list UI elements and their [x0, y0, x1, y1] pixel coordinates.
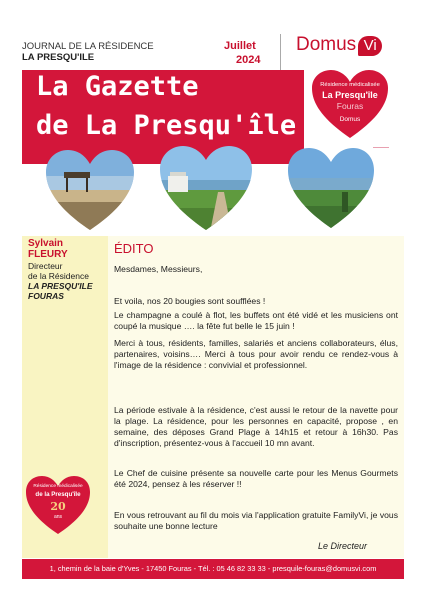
brand-text: Domus [296, 34, 357, 55]
heart-photo-garden [160, 146, 252, 232]
badge-line1: Résidence médicalisée [33, 484, 83, 489]
author-last-name: FLEURY [28, 249, 68, 260]
author-residence [28, 282, 93, 301]
footer-contact: 1, chemin de la baie d'Yves - 17450 Fouras - Tél. : 05 46 82 33 33 - presquile-fouras@domusvi.com [22, 559, 404, 579]
author-res-line2: FOURAS [28, 290, 64, 301]
badge-line2: de la Presqu'île [35, 491, 81, 498]
author-name [28, 238, 68, 260]
gazette-title-line1: La Gazette [36, 71, 199, 102]
edito-title: ÉDITO [114, 241, 154, 256]
gazette-title-line2: de La Presqu'île [36, 110, 297, 141]
edito-paragraph-5: Le Chef de cuisine présente sa nouvelle carte pour les Menus Gourmets été 2024, pensez à les réserver !! [114, 468, 398, 489]
brand-logo [296, 34, 382, 56]
logo-rule [373, 147, 389, 148]
heart-photo-beach [46, 150, 134, 232]
edito-signature: Le Directeur [318, 541, 368, 551]
badge-suffix: ans [53, 514, 63, 520]
journal-label: JOURNAL DE LA RÉSIDENCE [22, 41, 154, 52]
author-role-line2: de la Résidence [28, 270, 89, 281]
heart-photo-bay [288, 148, 374, 230]
badge-number: 20 [50, 500, 66, 513]
edito-greeting: Mesdames, Messieurs, [114, 264, 203, 274]
issue-year: 2024 [236, 54, 261, 66]
logo-line3: Fouras [336, 101, 364, 111]
edito-paragraph-3: Merci à tous, résidents, familles, salariés et anciens collaborateurs, élus, partenaires, voisins…. Merci à tous pour avoir rendu ce rendez-vous à l'image de la résidence : convivial et professionnel. [114, 338, 398, 370]
author-role [28, 262, 89, 281]
edito-paragraph-6: En vous retrouvant au fil du mois via l'application gratuite FamilyVi, je vous souhaite une bonne lecture [114, 510, 398, 531]
header-divider [280, 34, 281, 74]
edito-paragraph-2: Le champagne a coulé à flot, les buffets ont été vidé et les musiciens ont coupé la musique …. la fête fut belle le 15 juin ! [114, 310, 398, 331]
edito-paragraph-1: Et voila, nos 20 bougies sont soufflées ! [114, 296, 266, 306]
issue-month: Juillet [224, 40, 256, 52]
edito-paragraph-4: La période estivale à la résidence, c'est aussi le retour de la navette pour la plage. La résidence, pour les personnes en capacité, propose , en semaine, des déposes Grand Plage à 14h15 et retour à 16h30. Pas d'inscription, présentez-vous à l'accueil 10 mn avant. [114, 405, 398, 448]
logo-line4: Domus [339, 116, 361, 123]
logo-line1: Résidence médicalisée [320, 82, 380, 88]
author-role-line1: Directeur [28, 261, 63, 271]
author-res-line1: LA PRESQU'ILE [28, 281, 93, 291]
brand-vi-mark: Vi [358, 36, 382, 56]
residence-name: LA PRESQU'ILE [22, 52, 95, 63]
logo-line2: La Presqu'île [322, 90, 378, 100]
author-first-name: Sylvain [28, 238, 64, 249]
